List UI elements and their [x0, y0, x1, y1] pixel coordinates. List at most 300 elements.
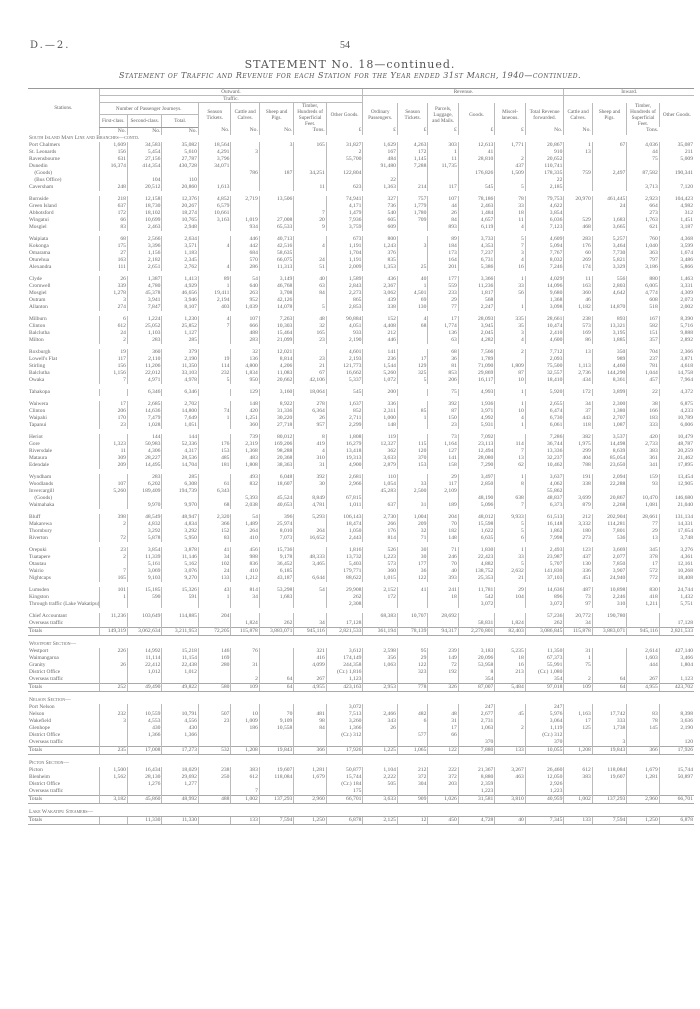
value-cell: 239 — [428, 648, 458, 655]
value-cell — [397, 401, 427, 408]
value-cell: 2,345 — [162, 257, 199, 264]
table-row — [28, 711, 694, 718]
value-cell: 19 — [99, 349, 127, 356]
value-cell: 7,123 — [525, 224, 564, 231]
value-cell: 893 — [592, 316, 627, 323]
value-cell — [99, 434, 127, 441]
value-cell: 6,878 — [659, 816, 694, 824]
station-name: (Bus Office) — [29, 176, 62, 183]
value-cell: 175 — [99, 243, 127, 250]
value-cell: 2,966 — [326, 481, 363, 488]
value-cell — [294, 250, 326, 257]
value-cell: 34 — [564, 401, 592, 408]
value-cell: 1 — [397, 283, 427, 290]
value-cell: 6,346 — [162, 389, 199, 396]
value-cell: 94,317 — [428, 627, 458, 635]
value-cell: 3,187 — [659, 224, 694, 231]
value-cell: 1,145 — [397, 156, 427, 163]
value-cell: 62 — [495, 462, 525, 469]
value-cell: 2,463 — [458, 203, 495, 210]
value-cell: 2,681 — [326, 474, 363, 481]
value-cell: 18,274 — [162, 210, 199, 217]
value-cell: 264 — [294, 528, 326, 535]
value-cell: 23 — [428, 422, 458, 429]
value-cell: 4,955 — [294, 683, 326, 691]
table-row — [28, 601, 694, 608]
table-row — [28, 217, 694, 224]
value-cell: 75 — [564, 662, 592, 669]
header-second-class: Second-class. — [127, 115, 162, 127]
value-cell: 83 — [627, 711, 659, 718]
value-cell — [162, 601, 199, 608]
value-cell — [259, 203, 294, 210]
value-cell: 814 — [231, 587, 259, 594]
value-cell: 5,162 — [162, 561, 199, 568]
value-cell: 38 — [627, 401, 659, 408]
unit-cell: No. — [127, 127, 162, 135]
value-cell: 34,071 — [198, 163, 230, 170]
value-cell — [564, 156, 592, 163]
value-cell — [294, 349, 326, 356]
value-cell: 1,123 — [659, 676, 694, 684]
value-cell — [198, 422, 230, 429]
unit-cell: £ — [428, 127, 458, 135]
value-cell: 1,683 — [592, 217, 627, 224]
value-cell: 8,010 — [259, 528, 294, 535]
value-cell: 66 — [428, 732, 458, 739]
value-cell: 172 — [363, 594, 398, 601]
value-cell: 1,771 — [495, 142, 525, 149]
value-cell: 13,418 — [326, 448, 363, 455]
value-cell — [198, 434, 230, 441]
value-cell — [231, 669, 259, 676]
value-cell — [564, 203, 592, 210]
value-cell: 9,680 — [525, 290, 564, 297]
station-name: District Office — [29, 780, 61, 787]
value-cell: 1,603 — [627, 655, 659, 662]
value-cell: 81 — [428, 363, 458, 370]
value-cell: 7,263 — [259, 316, 294, 323]
value-cell: 5 — [397, 377, 427, 384]
value-cell: 133 — [564, 816, 592, 824]
unit-cell: No. — [564, 127, 592, 135]
value-cell: 1 — [495, 304, 525, 311]
value-cell — [231, 739, 259, 747]
section-heading-row — [28, 135, 694, 142]
value-cell: 1,223 — [363, 554, 398, 561]
value-cell — [294, 613, 326, 620]
value-cell — [99, 561, 127, 568]
value-cell: 1,276 — [127, 781, 162, 788]
value-cell: 7,594 — [592, 816, 627, 824]
value-cell: 173 — [428, 250, 458, 257]
value-cell: 2,299 — [326, 422, 363, 429]
value-cell: 15,744 — [659, 767, 694, 774]
value-cell: 443 — [564, 415, 592, 422]
header-traffic: Traffic. — [99, 96, 363, 103]
value-cell: 14,078 — [259, 304, 294, 311]
value-cell: 158 — [428, 462, 458, 469]
value-cell: 20,970 — [564, 196, 592, 203]
value-cell: 759 — [564, 170, 592, 177]
table-row — [28, 704, 694, 711]
value-cell: 15,736 — [259, 547, 294, 554]
value-cell: 3,796 — [198, 156, 230, 163]
value-cell: 1,489 — [231, 521, 259, 528]
value-cell: 27,156 — [127, 156, 162, 163]
station-name: Gore — [29, 440, 40, 447]
value-cell: 4,036 — [627, 142, 659, 149]
header-season-tickets: Season Tickets. — [198, 103, 230, 128]
value-cell: 28,227 — [127, 455, 162, 462]
value-cell: 247 — [525, 704, 564, 711]
value-cell: 1,780 — [397, 210, 427, 217]
value-cell: 3,699 — [564, 495, 592, 502]
value-cell: 192 — [428, 669, 458, 676]
table-row — [28, 718, 694, 725]
value-cell: 988 — [231, 554, 259, 561]
value-cell: 2 — [495, 725, 525, 732]
value-cell: 57,236 — [525, 613, 564, 620]
value-cell: 2,598 — [363, 648, 398, 655]
value-cell: 80,012 — [259, 434, 294, 441]
station-name: Totals — [28, 795, 99, 803]
value-cell: 1,679 — [627, 767, 659, 774]
value-cell: 2,009 — [326, 264, 363, 271]
station-name: District Office — [29, 731, 61, 738]
station-name: Wakefield — [29, 717, 52, 724]
section-heading: Nelson Section— — [29, 696, 71, 703]
station-name: Balclutha — [29, 369, 50, 376]
value-cell: 2,359 — [458, 781, 495, 788]
value-cell: 12,021 — [259, 349, 294, 356]
value-cell: 190,780 — [592, 613, 627, 620]
value-cell — [127, 739, 162, 747]
value-cell: 1,063 — [458, 725, 495, 732]
value-cell: 451 — [564, 575, 592, 582]
value-cell: 2,500 — [397, 488, 427, 495]
value-cell — [99, 725, 127, 732]
value-cell: 673 — [326, 236, 363, 243]
value-cell: 146,680 — [659, 495, 694, 502]
value-cell: 28,130 — [127, 774, 162, 781]
value-cell — [294, 203, 326, 210]
value-cell: 1,072 — [363, 377, 398, 384]
value-cell — [259, 601, 294, 608]
value-cell: 10,558 — [259, 725, 294, 732]
value-cell: 145 — [627, 725, 659, 732]
value-cell: 106,143 — [326, 514, 363, 521]
value-cell: 456 — [231, 547, 259, 554]
value-cell — [428, 788, 458, 796]
value-cell: 3,733 — [458, 236, 495, 243]
value-cell: 5,950 — [162, 535, 199, 542]
value-cell: 85,054 — [592, 455, 627, 462]
value-cell: 262 — [525, 620, 564, 628]
value-cell: 54 — [294, 587, 326, 594]
value-cell — [198, 224, 230, 231]
value-cell: 7,479 — [127, 415, 162, 422]
value-cell: 269 — [564, 257, 592, 264]
value-cell: 233 — [428, 290, 458, 297]
value-cell: 21,099 — [259, 337, 294, 344]
value-cell: 325 — [397, 370, 427, 377]
value-cell — [259, 704, 294, 711]
value-cell: 9,888 — [659, 330, 694, 337]
value-cell: 4,642 — [592, 290, 627, 297]
value-cell: 45,283 — [363, 488, 398, 495]
value-cell: 3 — [592, 739, 627, 747]
value-cell: 156 — [99, 149, 127, 156]
value-cell: 2 — [99, 521, 127, 528]
value-cell — [294, 547, 326, 554]
value-cell: 34 — [564, 620, 592, 628]
value-cell: 114 — [495, 441, 525, 448]
value-cell: 29 — [428, 474, 458, 481]
value-cell: 12 — [397, 816, 427, 824]
value-cell — [397, 495, 427, 502]
value-cell: 7,936 — [326, 217, 363, 224]
value-cell: 1,278 — [99, 290, 127, 297]
value-cell — [231, 732, 259, 739]
value-cell: 420 — [627, 434, 659, 441]
value-cell: 122,804 — [326, 170, 363, 177]
value-cell: 48 — [428, 711, 458, 718]
value-cell: 1,019 — [231, 217, 259, 224]
value-cell — [592, 704, 627, 711]
value-cell: 7,345 — [525, 816, 564, 824]
value-cell: 27,008 — [259, 217, 294, 224]
table-row — [28, 587, 694, 594]
value-cell: 2,614 — [627, 648, 659, 655]
header-season-revenue: Season Tickets. — [397, 103, 427, 128]
value-cell: 3,571 — [162, 243, 199, 250]
value-cell: 1,054 — [363, 481, 398, 488]
value-cell: 121,773 — [326, 363, 363, 370]
value-cell: 4,556 — [162, 718, 199, 725]
value-cell: 73 — [564, 594, 592, 601]
value-cell: 21,462 — [659, 455, 694, 462]
value-cell: 4 — [495, 337, 525, 344]
value-cell: 212 — [564, 514, 592, 521]
value-cell: 18,408 — [659, 575, 694, 582]
value-cell — [198, 676, 230, 684]
value-cell: 22,438 — [162, 662, 199, 669]
value-cell: 15,464 — [259, 330, 294, 337]
value-cell: 1 — [495, 474, 525, 481]
header-inward: Inward. — [564, 89, 694, 96]
value-cell — [127, 788, 162, 796]
value-cell: 1,824 — [495, 620, 525, 628]
value-cell: 9,933 — [495, 514, 525, 521]
value-cell: 122 — [428, 746, 458, 754]
station-name: Picton — [29, 766, 43, 773]
value-cell: 2,190 — [162, 356, 199, 363]
value-cell: 8,814 — [259, 356, 294, 363]
station-name: Abbotsford — [29, 209, 54, 216]
value-cell: 4,609 — [525, 236, 564, 243]
value-cell: 33 — [495, 554, 525, 561]
value-cell — [198, 739, 230, 747]
value-cell: 54 — [231, 276, 259, 283]
totals-row — [28, 627, 694, 635]
value-cell: 1,223 — [458, 788, 495, 796]
value-cell: 2,222 — [363, 774, 398, 781]
value-cell: 10,462 — [525, 462, 564, 469]
value-cell: 141 — [428, 455, 458, 462]
value-cell — [259, 488, 294, 495]
value-cell: 1,011 — [326, 502, 363, 509]
value-cell: 4,051 — [326, 323, 363, 330]
value-cell: 4,657 — [458, 217, 495, 224]
header-first-class: First-class. — [99, 115, 127, 127]
value-cell: 2,736 — [564, 370, 592, 377]
value-cell: 20,259 — [659, 448, 694, 455]
value-cell: 29,869 — [458, 370, 495, 377]
value-cell: 1,413 — [162, 276, 199, 283]
value-cell: 4,780 — [127, 283, 162, 290]
value-cell: 1,432 — [659, 594, 694, 601]
value-cell: 7 — [294, 210, 326, 217]
value-cell: 107 — [231, 316, 259, 323]
value-cell: 1,834 — [231, 370, 259, 377]
value-cell: 48,012 — [458, 514, 495, 521]
value-cell — [294, 177, 326, 184]
value-cell: 28,692 — [428, 613, 458, 620]
value-cell: 6 — [99, 316, 127, 323]
value-cell — [99, 502, 127, 509]
value-cell: 2,077 — [592, 554, 627, 561]
value-cell: 1,230 — [162, 316, 199, 323]
table-row — [28, 568, 694, 575]
value-cell: 4,361 — [659, 554, 694, 561]
value-cell — [659, 177, 694, 184]
value-cell — [397, 704, 427, 711]
value-cell: 32,557 — [525, 370, 564, 377]
value-cell — [495, 149, 525, 156]
value-cell: 48,992 — [162, 795, 199, 803]
value-cell: 488 — [198, 795, 230, 803]
value-cell: 3,260 — [326, 718, 363, 725]
value-cell: 44 — [428, 203, 458, 210]
value-cell: 25,353 — [458, 575, 495, 582]
unit-cell: Tons. — [294, 127, 326, 135]
value-cell: 545 — [326, 389, 363, 396]
value-cell: 283 — [127, 337, 162, 344]
value-cell: 379 — [162, 349, 199, 356]
value-cell: 3,946 — [162, 297, 199, 304]
value-cell: 10,661 — [198, 210, 230, 217]
value-cell: 14,870 — [592, 304, 627, 311]
value-cell: 4,206 — [259, 363, 294, 370]
value-cell: 247 — [458, 704, 495, 711]
value-cell: 184 — [428, 243, 458, 250]
value-cell: 70 — [428, 561, 458, 568]
station-name: Roxburgh — [29, 348, 51, 355]
value-cell: 3,599 — [659, 243, 694, 250]
value-cell: 283 — [231, 337, 259, 344]
value-cell — [162, 739, 199, 747]
value-cell: 117 — [428, 184, 458, 191]
value-cell — [127, 676, 162, 684]
value-cell: 7,880 — [458, 746, 495, 754]
value-cell: 16,117 — [458, 377, 495, 384]
value-cell: 12,613 — [458, 142, 495, 149]
station-name: Otautau — [29, 560, 47, 567]
value-cell — [458, 732, 495, 739]
value-cell: 18,730 — [127, 203, 162, 210]
value-cell — [495, 739, 525, 747]
table-row — [28, 575, 694, 582]
value-cell: 200 — [363, 389, 398, 396]
value-cell: 4,834 — [162, 521, 199, 528]
unit-cell: £ — [326, 127, 363, 135]
value-cell: 3,466 — [659, 655, 694, 662]
value-cell: 4,099 — [294, 662, 326, 669]
value-cell: 2,960 — [627, 795, 659, 803]
value-cell: 48,947 — [162, 514, 199, 521]
value-cell: 14,636 — [525, 587, 564, 594]
value-cell: 109 — [564, 683, 592, 691]
unit-cell: No. — [259, 127, 294, 135]
value-cell: 7,288 — [397, 163, 427, 170]
value-cell: 18,410 — [525, 377, 564, 384]
table-row — [28, 184, 694, 191]
value-cell: 2,320 — [198, 514, 230, 521]
value-cell: 354 — [458, 676, 495, 684]
value-cell — [198, 620, 230, 628]
value-cell: 237 — [627, 356, 659, 363]
value-cell: 177 — [428, 276, 458, 283]
value-cell: 684 — [231, 250, 259, 257]
value-cell: 4,501 — [397, 290, 427, 297]
station-name: Ravensbourne — [29, 155, 60, 162]
value-cell: 209 — [99, 462, 127, 469]
value-cell: 176 — [564, 243, 592, 250]
value-cell — [162, 620, 199, 628]
value-cell: 436 — [363, 276, 398, 283]
table-row — [28, 210, 694, 217]
table-row — [28, 276, 694, 283]
value-cell: 2,960 — [294, 795, 326, 803]
value-cell: 16,662 — [326, 370, 363, 377]
value-cell: 786 — [231, 170, 259, 177]
value-cell: 3,941 — [127, 297, 162, 304]
value-cell: 1,637 — [326, 401, 363, 408]
value-cell — [294, 788, 326, 796]
value-cell: 156 — [99, 363, 127, 370]
value-cell: 19,843 — [592, 746, 627, 754]
value-cell: 48,549 — [127, 514, 162, 521]
value-cell — [495, 704, 525, 711]
value-cell: 781 — [627, 363, 659, 370]
value-cell: 590 — [127, 594, 162, 601]
value-cell — [231, 601, 259, 608]
table-row — [28, 434, 694, 441]
value-cell: 149 — [428, 655, 458, 662]
value-cell: 326 — [428, 683, 458, 691]
value-cell: 72 — [99, 535, 127, 542]
value-cell: 20,368 — [259, 455, 294, 462]
value-cell: 2,632 — [495, 568, 525, 575]
value-cell: 7,850 — [592, 561, 627, 568]
value-cell — [495, 601, 525, 608]
value-cell: 18,564 — [198, 142, 230, 149]
value-cell: 3 — [99, 297, 127, 304]
value-cell: 148 — [428, 535, 458, 542]
value-cell: 3 — [495, 250, 525, 257]
value-cell: 21,040 — [659, 502, 694, 509]
